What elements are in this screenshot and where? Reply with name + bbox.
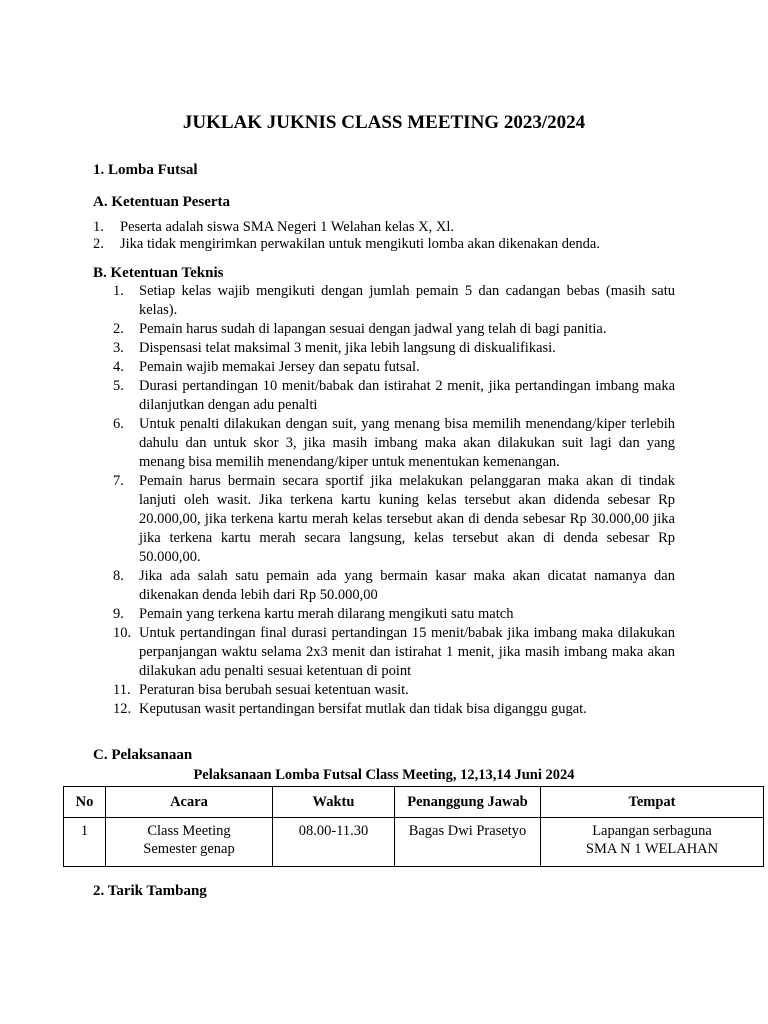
section-tarik-tambang-heading: 2. Tarik Tambang <box>93 883 207 899</box>
section-lomba-futsal-heading: 1. Lomba Futsal <box>93 162 198 178</box>
list-item <box>113 358 675 377</box>
list-item-number: 7. <box>113 473 124 489</box>
list-item <box>93 219 693 236</box>
list-item-text: Peraturan bisa berubah sesuai ketentuan wasit. <box>139 682 409 698</box>
column-header-penanggung-jawab: Penanggung Jawab <box>395 787 541 818</box>
list-item-number: 1. <box>93 219 104 235</box>
list-item <box>93 236 693 253</box>
cell-acara <box>106 818 273 867</box>
list-item <box>113 472 675 567</box>
table-row <box>64 818 764 867</box>
list-item-text: Pemain yang terkena kartu merah dilarang mengikuti satu match <box>139 606 514 622</box>
list-item-number: 10. <box>113 625 132 641</box>
list-item-number: 3. <box>113 340 124 356</box>
document-title: JUKLAK JUKNIS CLASS MEETING 2023/2024 <box>182 112 586 133</box>
list-item-text: Jika ada salah satu pemain ada yang bermain kasar maka akan dicatat namanya dan dikenakan denda lebih dari Rp 50.000,00 <box>139 568 675 603</box>
list-item-text: Keputusan wasit pertandingan bersifat mutlak dan tidak bisa diganggu gugat. <box>139 701 587 717</box>
list-item-number: 9. <box>113 606 124 622</box>
list-item-number: 2. <box>93 236 104 252</box>
ketentuan-teknis-list <box>113 282 675 719</box>
list-item <box>113 339 675 358</box>
list-item-text: Jika tidak mengirimkan perwakilan untuk mengikuti lomba akan dikenakan denda. <box>120 236 600 252</box>
list-item-number: 6. <box>113 416 124 432</box>
cell-tempat <box>541 818 764 867</box>
list-item <box>113 605 675 624</box>
list-item-number: 8. <box>113 568 124 584</box>
column-header-acara: Acara <box>106 787 273 818</box>
cell-no: 1 <box>64 818 106 867</box>
column-header-waktu: Waktu <box>273 787 395 818</box>
list-item-number: 11. <box>113 682 131 698</box>
list-item-text: Setiap kelas wajib mengikuti dengan jumlah pemain 5 dan cadangan bebas (masih satu kelas). <box>139 283 675 318</box>
list-item-text: Pemain wajib memakai Jersey dan sepatu futsal. <box>139 359 420 375</box>
list-item-number: 1. <box>113 283 124 299</box>
list-item <box>113 700 675 719</box>
list-item-number: 4. <box>113 359 124 375</box>
list-item-text: Pemain harus sudah di lapangan sesuai dengan jadwal yang telah di bagi panitia. <box>139 321 607 337</box>
cell-acara-line: Semester genap <box>143 841 235 857</box>
list-item-text: Durasi pertandingan 10 menit/babak dan istirahat 2 menit, jika pertandingan imbang maka dilanjutkan dengan adu penalti <box>139 378 675 413</box>
list-item-number: 12. <box>113 701 132 717</box>
list-item-number: 2. <box>113 321 124 337</box>
list-item <box>113 282 675 320</box>
cell-acara-line: Class Meeting <box>147 823 231 839</box>
ketentuan-peserta-heading: A. Ketentuan Peserta <box>93 194 231 210</box>
list-item <box>113 320 675 339</box>
cell-penanggung-jawab: Bagas Dwi Prasetyo <box>395 818 541 867</box>
list-item-text: Untuk pertandingan final durasi pertandingan 15 menit/babak jika imbang maka dilakukan perpanjangan waktu selama 2x3 menit dan istirahat 1 menit, jika masih imbang maka akan dilakukan adu penalti sesuai ketentuan di point <box>139 625 675 679</box>
cell-tempat-line: SMA N 1 WELAHAN <box>585 841 719 857</box>
list-item <box>113 681 675 700</box>
ketentuan-teknis-heading: B. Ketentuan Teknis <box>93 265 224 281</box>
table-header-row <box>64 787 764 818</box>
cell-waktu: 08.00-11.30 <box>273 818 395 867</box>
table-caption: Pelaksanaan Lomba Futsal Class Meeting, 12,13,14 Juni 2024 <box>193 767 575 783</box>
column-header-tempat: Tempat <box>541 787 764 818</box>
ketentuan-peserta-list <box>93 219 693 253</box>
column-header-no: No <box>64 787 106 818</box>
list-item-text: Peserta adalah siswa SMA Negeri 1 Welahan kelas X, Xl. <box>120 219 454 235</box>
list-item <box>113 624 675 681</box>
list-item-text: Untuk penalti dilakukan dengan suit, yang menang bisa memilih menendang/kiper terlebih dahulu dan untuk skor 3, jika masih imbang maka akan dilakukan suit lagi dan yang menang bisa memilih menendang/kiper untuk menentukan kemenangan. <box>139 416 675 470</box>
list-item-text: Pemain harus bermain secara sportif jika melakukan pelanggaran maka akan di tindak lanjuti oleh wasit. Jika terkena kartu kuning kelas tersebut akan didenda sebesar Rp 20.000,00, jika terkena kartu merah kelas tersebut akan di denda sebesar Rp 30.000,00 jika jika terkena kartu merah secara langsung, kelas tersebut akan di denda sebesar Rp 50.000,00. <box>139 473 675 565</box>
list-item-number: 5. <box>113 378 124 394</box>
list-item-text: Dispensasi telat maksimal 3 menit, jika lebih langsung di diskualifikasi. <box>139 340 556 356</box>
list-item <box>113 567 675 605</box>
list-item <box>113 377 675 415</box>
schedule-table <box>63 786 764 867</box>
list-item <box>113 415 675 472</box>
pelaksanaan-heading: C. Pelaksanaan <box>93 747 193 763</box>
cell-tempat-line: Lapangan serbaguna <box>592 823 712 839</box>
